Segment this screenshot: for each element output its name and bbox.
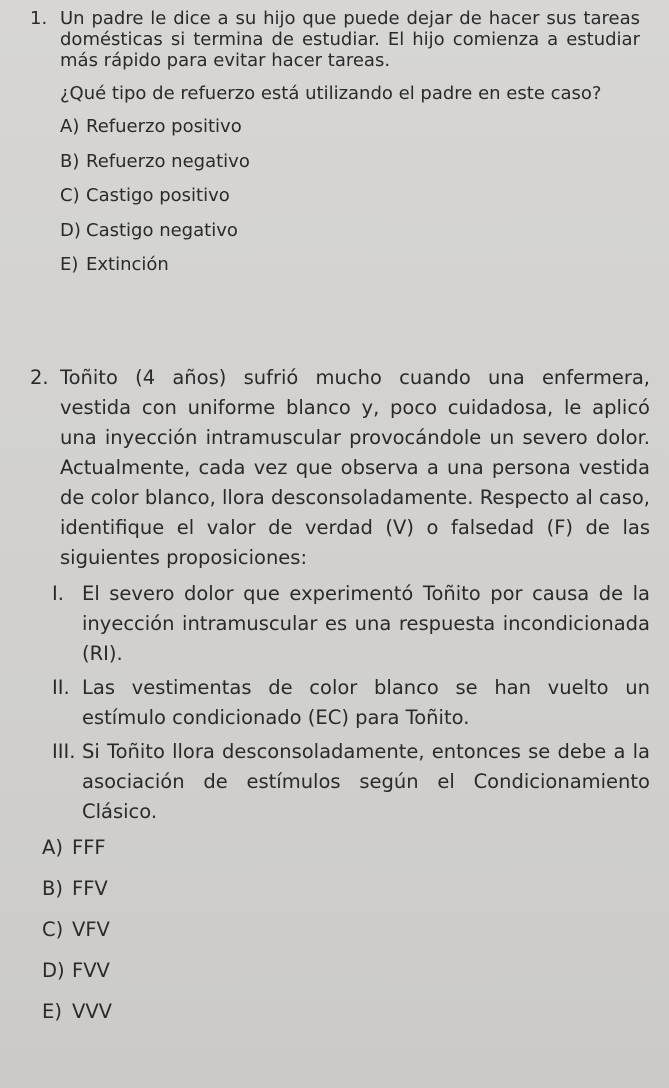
option-b[interactable] bbox=[60, 151, 640, 186]
option-text: VVV bbox=[72, 1000, 113, 1023]
question-2-stem: Toñito (4 años) sufrió mucho cuando una enfermera, vestida con uniforme blanco y, poco cuidadosa, le aplicó una inyección intramuscular provocándole un severo dolor. Actualmente, cada vez que observa a una persona vestida de color blanco, llora desconsoladamente. Respecto al caso, identifique el valor de verdad (V) o falsedad (F) de las siguientes proposiciones: bbox=[60, 366, 650, 569]
proposition-1 bbox=[52, 579, 650, 669]
option-d[interactable] bbox=[42, 956, 650, 997]
proposition-numeral: I. bbox=[52, 582, 64, 605]
option-letter: D) bbox=[60, 219, 81, 241]
option-text: FFV bbox=[72, 877, 108, 900]
proposition-numeral: III. bbox=[52, 740, 76, 763]
option-text: Refuerzo positivo bbox=[86, 116, 242, 137]
question-2-header bbox=[30, 363, 650, 573]
proposition-3 bbox=[52, 737, 650, 827]
question-1-options bbox=[30, 116, 640, 289]
option-c[interactable] bbox=[60, 185, 640, 220]
option-text: Castigo positivo bbox=[86, 185, 230, 206]
option-e[interactable] bbox=[60, 254, 640, 289]
question-2 bbox=[30, 363, 650, 1038]
option-letter: E) bbox=[42, 1000, 62, 1023]
option-letter: A) bbox=[42, 836, 63, 859]
question-1-stem: Un padre le dice a su hijo que puede dejar de hacer sus tareas domésticas si termina de estudiar. El hijo comienza a estudiar más rápido para evitar hacer tareas. bbox=[60, 8, 640, 71]
option-letter: B) bbox=[60, 150, 80, 172]
option-text: FFF bbox=[72, 836, 106, 859]
option-text: Refuerzo negativo bbox=[86, 150, 250, 172]
option-letter: C) bbox=[60, 185, 80, 206]
proposition-text: Las vestimentas de color blanco se han vuelto un estímulo condicionado (EC) para Toñito. bbox=[82, 676, 650, 729]
option-c[interactable] bbox=[42, 915, 650, 956]
question-1-prompt: ¿Qué tipo de refuerzo está utilizando el padre en este caso? bbox=[60, 83, 602, 104]
option-a[interactable] bbox=[42, 833, 650, 874]
proposition-numeral: II. bbox=[52, 676, 70, 699]
option-text: Extinción bbox=[86, 254, 169, 275]
option-letter: E) bbox=[60, 254, 79, 275]
question-1-number: 1. bbox=[30, 8, 48, 29]
option-b[interactable] bbox=[42, 874, 650, 915]
question-1 bbox=[30, 8, 640, 289]
question-1-header bbox=[30, 8, 640, 71]
option-letter: D) bbox=[42, 959, 65, 982]
proposition-text: El severo dolor que experimentó Toñito por causa de la inyección intramuscular es una respuesta incondicionada (RI). bbox=[82, 582, 650, 665]
option-d[interactable] bbox=[60, 220, 640, 255]
option-text: VFV bbox=[72, 918, 110, 941]
option-letter: C) bbox=[42, 918, 64, 941]
proposition-2 bbox=[52, 673, 650, 733]
proposition-list bbox=[30, 579, 650, 827]
option-a[interactable] bbox=[60, 116, 640, 151]
option-letter: B) bbox=[42, 877, 63, 900]
question-2-number: 2. bbox=[30, 366, 49, 389]
option-text: FVV bbox=[72, 959, 110, 982]
option-letter: A) bbox=[60, 116, 80, 137]
option-text: Castigo negativo bbox=[86, 219, 238, 241]
option-e[interactable] bbox=[42, 997, 650, 1038]
proposition-text: Si Toñito llora desconsoladamente, entonces se debe a la asociación de estímulos según el Condicionamiento Clásico. bbox=[82, 740, 650, 823]
question-2-options bbox=[30, 833, 650, 1038]
